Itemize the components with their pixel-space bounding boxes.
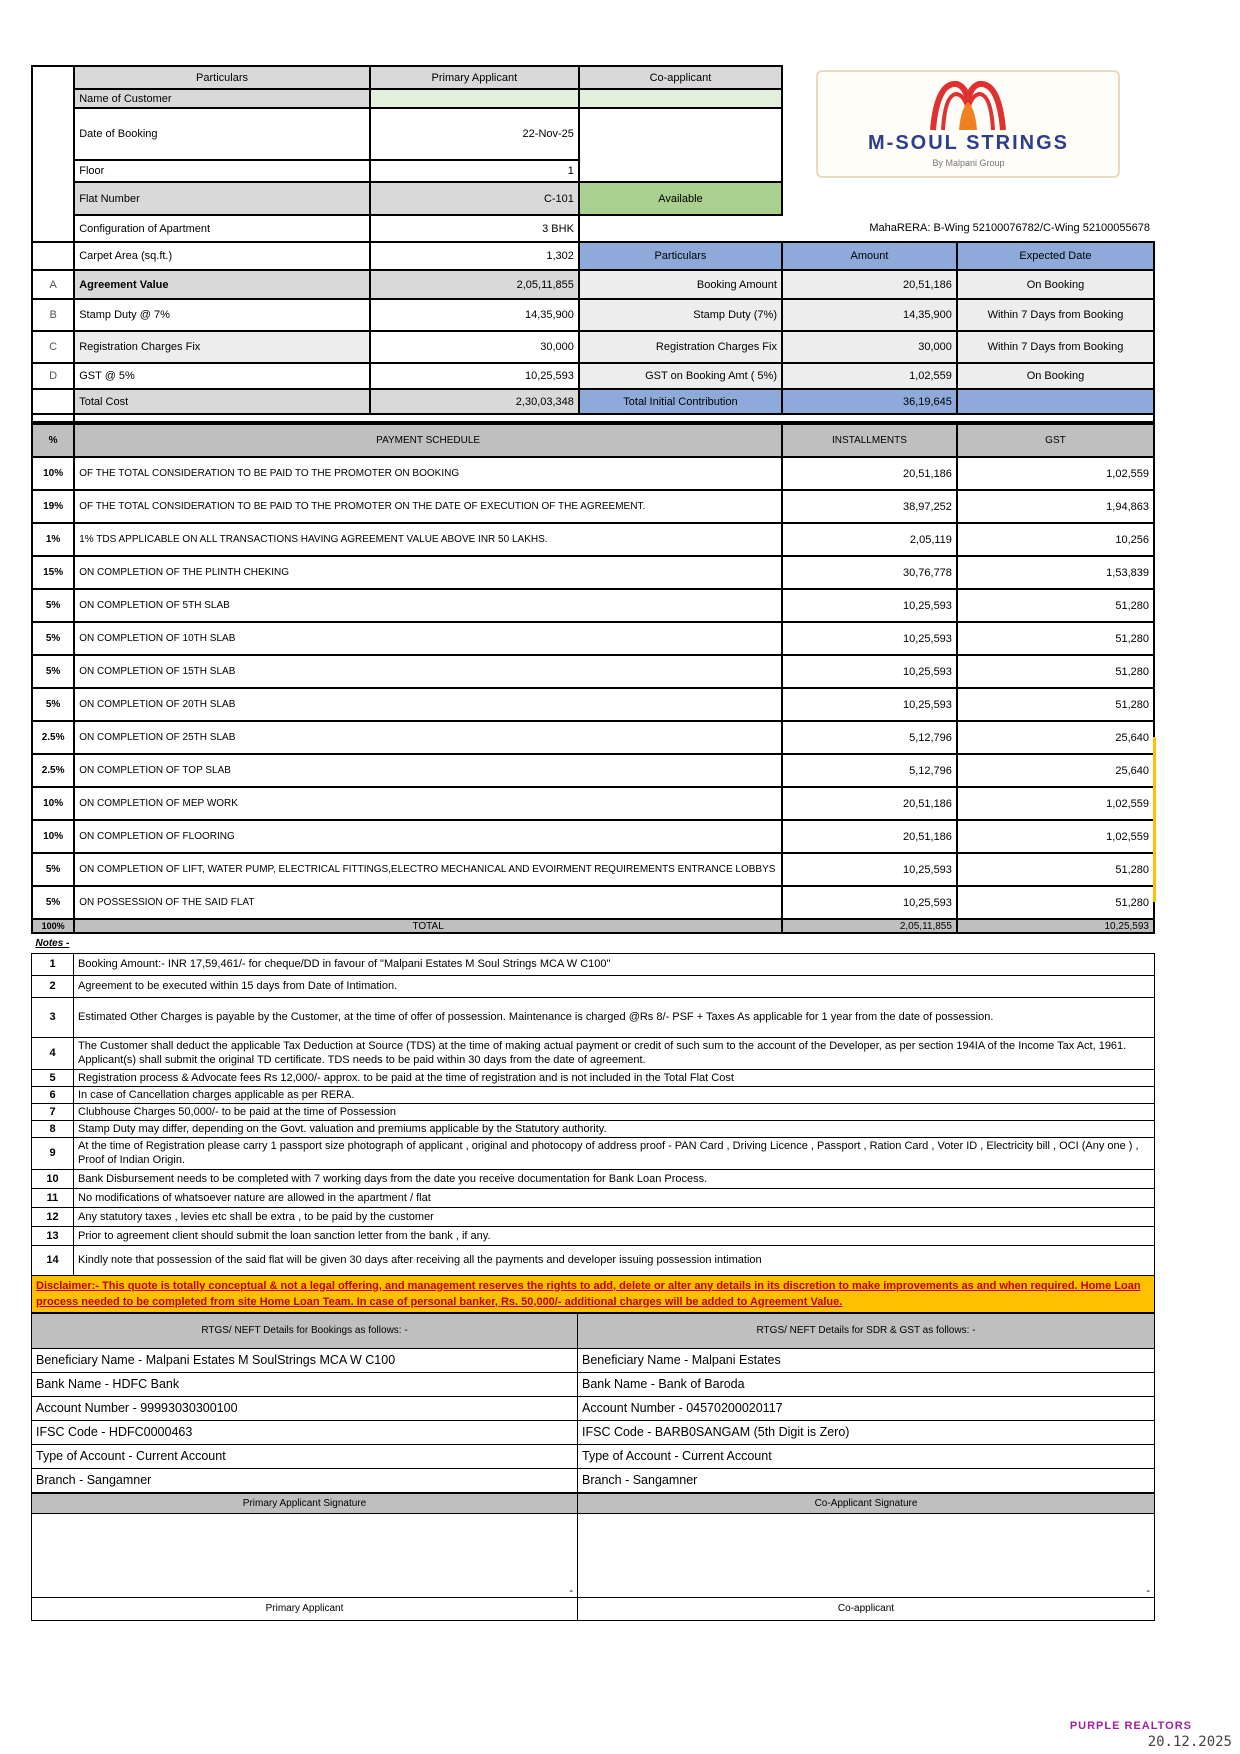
schedule-installment: 20,51,186 <box>782 787 957 820</box>
schedule-col-gst: GST <box>957 424 1154 457</box>
cost-label: Registration Charges Fix <box>74 331 370 363</box>
schedule-pct: 19% <box>32 490 74 523</box>
label-carpet-area: Carpet Area (sq.ft.) <box>74 242 370 270</box>
primary-floor: 1 <box>370 160 579 182</box>
initial-date: On Booking <box>957 270 1154 299</box>
note-number: 9 <box>32 1137 74 1169</box>
bank-right-header: RTGS/ NEFT Details for SDR & GST as follows: - <box>578 1313 1155 1348</box>
initial-col-amount: Amount <box>782 242 957 270</box>
initial-date: Within 7 Days from Booking <box>957 299 1154 331</box>
note-number: 7 <box>32 1103 74 1120</box>
schedule-row <box>32 655 1154 688</box>
schedule-row <box>32 688 1154 721</box>
bank-left-detail: Type of Account - Current Account <box>32 1444 578 1468</box>
schedule-gst: 1,02,559 <box>957 820 1154 853</box>
schedule-gst: 1,02,559 <box>957 787 1154 820</box>
disclaimer: Disclaimer:- This quote is totally conceptual & not a legal offering, and management reserves the rights to add, delete or alter any details in its discretion to make improvements as and when required. Home Loan process needed to be completed from site Home Loan Team. In case of personal banker, Rs. 50,000/- additional charges will be added to Agreement Value. <box>32 1275 1155 1312</box>
schedule-pct: 10% <box>32 820 74 853</box>
schedule-pct: 5% <box>32 655 74 688</box>
note-item <box>32 1245 1155 1275</box>
bank-left-detail: Beneficiary Name - Malpani Estates M SoulStrings MCA W C100 <box>32 1348 578 1372</box>
bank-right-detail: Beneficiary Name - Malpani Estates <box>578 1348 1155 1372</box>
note-text: Estimated Other Charges is payable by the Customer, at the time of offer of possession. Maintenance is charged @Rs 8/- PSF + Taxes As applicable for 1 year from the date of possession. <box>74 997 1155 1037</box>
total-cost-label: Total Cost <box>74 389 370 414</box>
customer-details-table <box>31 65 1155 423</box>
schedule-gst: 25,640 <box>957 721 1154 754</box>
schedule-row <box>32 622 1154 655</box>
bank-row <box>32 1348 1155 1372</box>
note-number: 1 <box>32 953 74 975</box>
rera-number: MahaRERA: B-Wing 52100076782/C-Wing 52100055678 <box>869 222 1150 234</box>
note-text: Prior to agreement client should submit the loan sanction letter from the bank , if any. <box>74 1226 1155 1245</box>
schedule-pct: 15% <box>32 556 74 589</box>
notes-table <box>31 934 1155 1313</box>
col-header-co: Co-applicant <box>579 66 782 89</box>
schedule-pct: 5% <box>32 622 74 655</box>
schedule-pct: 5% <box>32 589 74 622</box>
schedule-gst: 51,280 <box>957 622 1154 655</box>
schedule-gst: 51,280 <box>957 853 1154 886</box>
note-item <box>32 1188 1155 1207</box>
note-number: 8 <box>32 1120 74 1137</box>
bank-right-detail: Branch - Sangamner <box>578 1468 1155 1492</box>
initial-col-expected-date: Expected Date <box>957 242 1154 270</box>
schedule-gst: 1,94,863 <box>957 490 1154 523</box>
schedule-row <box>32 886 1154 919</box>
schedule-col-desc: PAYMENT SCHEDULE <box>74 424 782 457</box>
schedule-gst: 51,280 <box>957 655 1154 688</box>
schedule-row <box>32 787 1154 820</box>
schedule-pct: 5% <box>32 853 74 886</box>
schedule-gst: 1,02,559 <box>957 457 1154 490</box>
cost-index: A <box>32 270 74 299</box>
label-flat-number: Flat Number <box>74 182 370 215</box>
schedule-desc: ON COMPLETION OF 25TH SLAB <box>74 721 782 754</box>
schedule-row <box>32 853 1154 886</box>
bank-right-detail: Account Number - 04570200020117 <box>578 1396 1155 1420</box>
cost-label: Agreement Value <box>74 270 370 299</box>
schedule-row <box>32 556 1154 589</box>
bank-row <box>32 1372 1155 1396</box>
total-initial-label: Total Initial Contribution <box>579 389 782 414</box>
blank-index-cell <box>32 66 74 242</box>
schedule-col-installments: INSTALLMENTS <box>782 424 957 457</box>
note-number: 11 <box>32 1188 74 1207</box>
note-item <box>32 1226 1155 1245</box>
schedule-desc: OF THE TOTAL CONSIDERATION TO BE PAID TO THE PROMOTER ON THE DATE OF EXECUTION OF THE AGREEMENT. <box>74 490 782 523</box>
schedule-installment: 10,25,593 <box>782 589 957 622</box>
schedule-installment: 10,25,593 <box>782 688 957 721</box>
cost-value: 10,25,593 <box>370 363 579 389</box>
schedule-installment: 20,51,186 <box>782 820 957 853</box>
note-number: 14 <box>32 1245 74 1275</box>
notes-title: Notes - <box>35 937 70 949</box>
availability-status: Available <box>579 182 782 215</box>
note-text: Booking Amount:- INR 17,59,461/- for cheque/DD in favour of "Malpani Estates M Soul Strings MCA W C100" <box>74 953 1155 975</box>
note-text: Stamp Duty may differ, depending on the Govt. valuation and premiums applicable by the Statutory authority. <box>74 1120 1155 1137</box>
initial-amount: 1,02,559 <box>782 363 957 389</box>
schedule-desc: ON COMPLETION OF THE PLINTH CHEKING <box>74 556 782 589</box>
primary-name-field[interactable] <box>370 89 579 108</box>
schedule-col-pct: % <box>32 424 74 457</box>
schedule-pct: 1% <box>32 523 74 556</box>
note-item <box>32 953 1155 975</box>
arch-icon <box>923 76 1013 132</box>
quotation-sheet <box>31 65 1155 1621</box>
schedule-pct: 2.5% <box>32 754 74 787</box>
schedule-row <box>32 589 1154 622</box>
bank-row <box>32 1420 1155 1444</box>
purple-realtors-logo: PURPLE REALTORS <box>1069 1720 1192 1732</box>
primary-flat-number: C-101 <box>370 182 579 215</box>
schedule-total-installments: 2,05,11,855 <box>782 919 957 933</box>
logo-title: M-SOUL STRINGS <box>868 132 1069 154</box>
schedule-desc: ON COMPLETION OF FLOORING <box>74 820 782 853</box>
primary-signature-header: Primary Applicant Signature <box>32 1493 578 1513</box>
cost-value: 14,35,900 <box>370 299 579 331</box>
schedule-desc: ON POSSESSION OF THE SAID FLAT <box>74 886 782 919</box>
col-header-particulars: Particulars <box>74 66 370 89</box>
note-item <box>32 1069 1155 1086</box>
cost-value: 30,000 <box>370 331 579 363</box>
schedule-pct: 5% <box>32 688 74 721</box>
initial-label: Booking Amount <box>579 270 782 299</box>
cost-value: 2,05,11,855 <box>370 270 579 299</box>
schedule-desc: ON COMPLETION OF TOP SLAB <box>74 754 782 787</box>
co-applicant-label: Co-applicant <box>578 1597 1155 1620</box>
schedule-row <box>32 721 1154 754</box>
schedule-desc: ON COMPLETION OF LIFT, WATER PUMP, ELECTRICAL FITTINGS,ELECTRO MECHANICAL AND EVOIRMENT REQUIREMENTS ENTRANCE LOBBYS <box>74 853 782 886</box>
logo-cell <box>782 66 1154 182</box>
schedule-installment: 2,05,119 <box>782 523 957 556</box>
note-number: 3 <box>32 997 74 1037</box>
primary-signature-box[interactable]: - <box>32 1513 578 1597</box>
schedule-row <box>32 820 1154 853</box>
note-item <box>32 1086 1155 1103</box>
note-item <box>32 1207 1155 1226</box>
schedule-desc: ON COMPLETION OF 20TH SLAB <box>74 688 782 721</box>
schedule-row <box>32 754 1154 787</box>
schedule-row <box>32 457 1154 490</box>
bank-left-detail: IFSC Code - HDFC0000463 <box>32 1420 578 1444</box>
schedule-gst: 25,640 <box>957 754 1154 787</box>
note-item <box>32 1037 1155 1069</box>
co-signature-box[interactable]: - <box>578 1513 1155 1597</box>
schedule-installment: 10,25,593 <box>782 655 957 688</box>
schedule-installment: 20,51,186 <box>782 457 957 490</box>
schedule-pct: 10% <box>32 457 74 490</box>
bank-right-detail: Type of Account - Current Account <box>578 1444 1155 1468</box>
schedule-installment: 10,25,593 <box>782 622 957 655</box>
cost-index: D <box>32 363 74 389</box>
schedule-row <box>32 523 1154 556</box>
note-number: 5 <box>32 1069 74 1086</box>
initial-amount: 14,35,900 <box>782 299 957 331</box>
note-number: 6 <box>32 1086 74 1103</box>
primary-date-of-booking: 22-Nov-25 <box>370 108 579 160</box>
initial-date: Within 7 Days from Booking <box>957 331 1154 363</box>
schedule-pct: 2.5% <box>32 721 74 754</box>
schedule-row <box>32 490 1154 523</box>
primary-configuration: 3 BHK <box>370 215 579 242</box>
schedule-total-gst: 10,25,593 <box>957 919 1154 933</box>
initial-col-particulars: Particulars <box>579 242 782 270</box>
label-name-of-customer: Name of Customer <box>74 89 370 108</box>
schedule-gst: 10,256 <box>957 523 1154 556</box>
total-initial-amount: 36,19,645 <box>782 389 957 414</box>
label-date-of-booking: Date of Booking <box>74 108 370 160</box>
initial-amount: 20,51,186 <box>782 270 957 299</box>
note-text: Registration process & Advocate fees Rs 12,000/- approx. to be paid at the time of registration and is not included in the Total Flat Cost <box>74 1069 1155 1086</box>
schedule-desc: ON COMPLETION OF 5TH SLAB <box>74 589 782 622</box>
cost-index: B <box>32 299 74 331</box>
initial-date: On Booking <box>957 363 1154 389</box>
col-header-primary: Primary Applicant <box>370 66 579 89</box>
schedule-installment: 10,25,593 <box>782 886 957 919</box>
logo-subtitle: By Malpani Group <box>932 158 1005 168</box>
bank-details-table <box>31 1313 1155 1493</box>
note-text: Any statutory taxes , levies etc shall be extra , to be paid by the customer <box>74 1207 1155 1226</box>
cost-index: C <box>32 331 74 363</box>
note-number: 2 <box>32 975 74 997</box>
schedule-desc: ON COMPLETION OF 10TH SLAB <box>74 622 782 655</box>
cost-label: GST @ 5% <box>74 363 370 389</box>
bank-left-header: RTGS/ NEFT Details for Bookings as follows: - <box>32 1313 578 1348</box>
co-name-field[interactable] <box>579 89 782 108</box>
schedule-total-label: TOTAL <box>74 919 782 933</box>
note-text: Kindly note that possession of the said flat will be given 30 days after receiving all the payments and developer issuing possession intimation <box>74 1245 1155 1275</box>
schedule-installment: 30,76,778 <box>782 556 957 589</box>
note-item <box>32 997 1155 1037</box>
schedule-desc: OF THE TOTAL CONSIDERATION TO BE PAID TO THE PROMOTER ON BOOKING <box>74 457 782 490</box>
date-stamp: 20.12.2025 <box>1147 1734 1232 1750</box>
schedule-pct: 10% <box>32 787 74 820</box>
note-text: In case of Cancellation charges applicable as per RERA. <box>74 1086 1155 1103</box>
schedule-installment: 38,97,252 <box>782 490 957 523</box>
label-configuration: Configuration of Apartment <box>74 215 370 242</box>
initial-label: Stamp Duty (7%) <box>579 299 782 331</box>
bank-left-detail: Branch - Sangamner <box>32 1468 578 1492</box>
note-text: The Customer shall deduct the applicable Tax Deduction at Source (TDS) at the time of making actual payment or credit of such sum to the account of the Developer, as per section 194IA of the Income Tax Act, 1961. Applicant(s) shall submit the original TD certificate. TDS needs to be paid within 30 days from the date of agreement. <box>74 1037 1155 1069</box>
note-text: Clubhouse Charges 50,000/- to be paid at the time of Possession <box>74 1103 1155 1120</box>
co-signature-header: Co-Applicant Signature <box>578 1493 1155 1513</box>
bank-row <box>32 1396 1155 1420</box>
note-text: No modifications of whatsoever nature are allowed in the apartment / flat <box>74 1188 1155 1207</box>
initial-label: Registration Charges Fix <box>579 331 782 363</box>
bank-left-detail: Bank Name - HDFC Bank <box>32 1372 578 1396</box>
schedule-gst: 51,280 <box>957 688 1154 721</box>
note-item <box>32 975 1155 997</box>
highlight-bar <box>1153 737 1156 902</box>
bank-row <box>32 1444 1155 1468</box>
schedule-total-pct: 100% <box>32 919 74 933</box>
schedule-desc: 1% TDS APPLICABLE ON ALL TRANSACTIONS HAVING AGREEMENT VALUE ABOVE INR 50 LAKHS. <box>74 523 782 556</box>
label-floor: Floor <box>74 160 370 182</box>
note-number: 12 <box>32 1207 74 1226</box>
primary-applicant-label: Primary Applicant <box>32 1597 578 1620</box>
schedule-installment: 10,25,593 <box>782 853 957 886</box>
schedule-gst: 51,280 <box>957 886 1154 919</box>
initial-amount: 30,000 <box>782 331 957 363</box>
signature-table <box>31 1493 1155 1621</box>
note-text: Bank Disbursement needs to be completed with 7 working days from the date you receive documentation for Bank Loan Process. <box>74 1169 1155 1188</box>
schedule-installment: 5,12,796 <box>782 754 957 787</box>
bank-left-detail: Account Number - 99993030300100 <box>32 1396 578 1420</box>
cost-label: Stamp Duty @ 7% <box>74 299 370 331</box>
total-cost-value: 2,30,03,348 <box>370 389 579 414</box>
bank-row <box>32 1468 1155 1492</box>
note-text: At the time of Registration please carry 1 passport size photograph of applicant , original and photocopy of address proof - PAN Card , Driving Licence , Passport , Ration Card , Voter ID , Electricity bill , OCI (Any one ) , Proof of Indian Origin. <box>74 1137 1155 1169</box>
schedule-gst: 1,53,839 <box>957 556 1154 589</box>
note-item <box>32 1103 1155 1120</box>
note-item <box>32 1120 1155 1137</box>
note-item <box>32 1137 1155 1169</box>
schedule-gst: 51,280 <box>957 589 1154 622</box>
primary-carpet-area: 1,302 <box>370 242 579 270</box>
brand-logo <box>816 70 1120 178</box>
note-text: Agreement to be executed within 15 days from Date of Intimation. <box>74 975 1155 997</box>
payment-schedule-table <box>31 423 1155 934</box>
bank-right-detail: Bank Name - Bank of Baroda <box>578 1372 1155 1396</box>
co-blank-cell <box>579 108 782 182</box>
note-number: 13 <box>32 1226 74 1245</box>
note-number: 10 <box>32 1169 74 1188</box>
note-item <box>32 1169 1155 1188</box>
schedule-pct: 5% <box>32 886 74 919</box>
initial-label: GST on Booking Amt ( 5%) <box>579 363 782 389</box>
note-number: 4 <box>32 1037 74 1069</box>
schedule-installment: 5,12,796 <box>782 721 957 754</box>
schedule-desc: ON COMPLETION OF 15TH SLAB <box>74 655 782 688</box>
schedule-desc: ON COMPLETION OF MEP WORK <box>74 787 782 820</box>
bank-right-detail: IFSC Code - BARB0SANGAM (5th Digit is Zero) <box>578 1420 1155 1444</box>
